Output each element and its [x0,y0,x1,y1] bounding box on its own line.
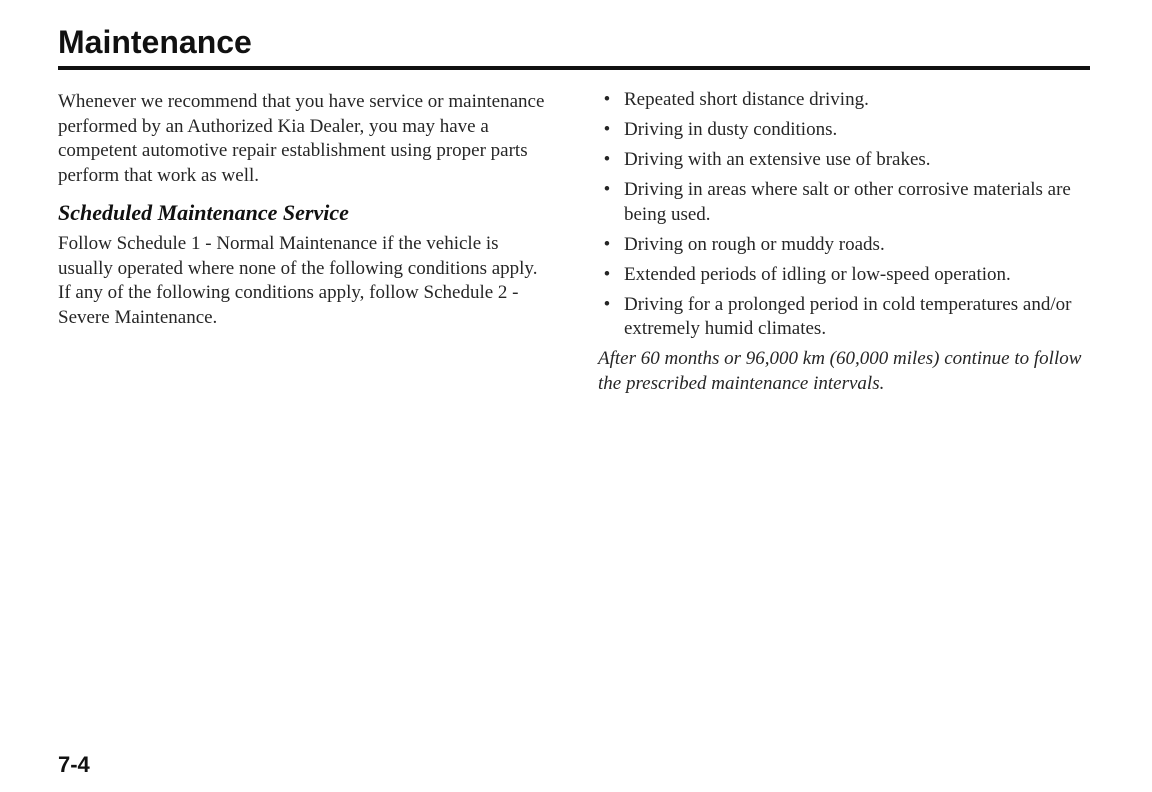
page-title: Maintenance [58,24,252,60]
condition-item [598,293,1098,342]
bullet-icon: • [603,263,611,285]
title-divider [58,66,1090,70]
condition-item [598,263,1098,288]
right-column [598,88,1098,396]
condition-item [598,88,1098,113]
bullet-icon: • [603,179,611,200]
intro-paragraph: Whenever we recommend that you have service or maintenance performed by an Authorized Kia Dealer, you may have a competent automotive repair establishment using proper parts perform that work as well. [58,91,545,186]
condition-text: Driving in dusty conditions. [624,119,838,140]
page-number: 7-4 [58,752,90,777]
condition-item [598,118,1098,143]
bullet-icon: • [603,119,611,140]
condition-text: Driving with an extensive use of brakes. [624,149,931,170]
condition-text: Driving in areas where salt or other corrosive materials are being used. [624,179,1071,225]
condition-text: Extended periods of idling or low-speed operation. [624,263,1011,285]
bullet-icon: • [603,293,611,315]
closing-note: After 60 months or 96,000 km (60,000 miles) continue to follow the prescribed maintenance intervals. [598,348,1082,394]
condition-text: Driving on rough or muddy roads. [624,233,885,255]
condition-text: Repeated short distance driving. [624,89,869,110]
condition-item [598,178,1098,227]
condition-item [598,148,1098,173]
schedule-paragraph: Follow Schedule 1 - Normal Maintenance if the vehicle is usually operated where none of the following conditions apply. If any of the following conditions apply, follow Schedule 2 - Severe Maintenance. [58,233,538,328]
condition-text: Driving for a prolonged period in cold temperatures and/or extremely humid climates. [624,293,1072,339]
section-subheading: Scheduled Maintenance Service [58,200,349,225]
bullet-icon: • [603,233,611,255]
bullet-icon: • [603,89,611,110]
severe-conditions-list [598,88,1098,342]
condition-item [598,233,1098,258]
left-column [58,90,548,330]
bullet-icon: • [603,149,611,170]
